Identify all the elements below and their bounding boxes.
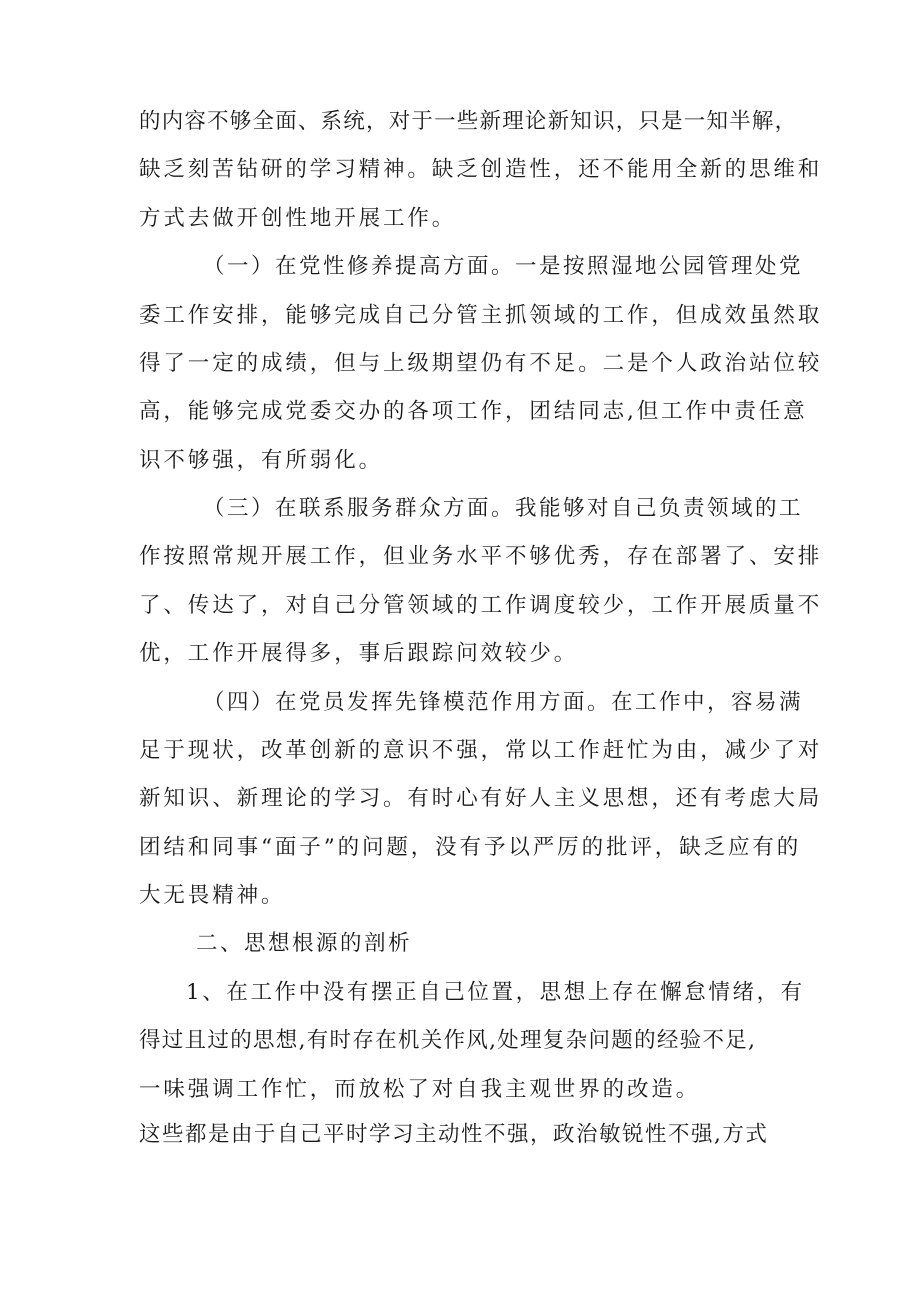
paragraph-line: 识不够强，有所弱化。 bbox=[139, 448, 384, 473]
section-heading: 二、思想根源的剖析 bbox=[196, 931, 413, 956]
paragraph-line: 足于现状，改革创新的意识不强，常以工作赶忙为由，减少了对 bbox=[139, 738, 823, 763]
paragraph-line: 作按照常规开展工作，但业务水平不够优秀，存在部署了、安排 bbox=[139, 544, 823, 569]
paragraph-line: 1、在工作中没有摆正自己位置，思想上存在懈怠情绪，有 bbox=[186, 980, 805, 1005]
paragraph-line: 得了一定的成绩，但与上级期望仍有不足。二是个人政治站位较 bbox=[139, 351, 823, 376]
paragraph-line: 大无畏精神。 bbox=[139, 883, 286, 908]
paragraph-line: 缺乏刻苦钻研的学习精神。缺乏创造性，还不能用全新的思维和 bbox=[139, 157, 823, 182]
paragraph-line: 新知识、新理论的学习。有时心有好人主义思想，还有考虑大局 bbox=[139, 786, 823, 811]
paragraph-line: （三）在联系服务群众方面。我能够对自己负责领域的工 bbox=[203, 496, 804, 521]
paragraph-line: （四）在党员发挥先锋模范作用方面。在工作中，容易满 bbox=[203, 690, 804, 715]
paragraph-line: 了、传达了，对自己分管领域的工作调度较少，工作开展质量不 bbox=[139, 593, 823, 618]
paragraph-line: 一味强调工作忙，而放松了对自我主观世界的改造。 bbox=[139, 1077, 701, 1102]
paragraph-line: 这些都是由于自己平时学习主动性不强，政治敏锐性不强,方式 bbox=[139, 1122, 769, 1147]
paragraph-line: 高，能够完成党委交办的各项工作，团结同志,但工作中责任意 bbox=[139, 399, 808, 424]
paragraph-line: 委工作安排，能够完成自己分管主抓领域的工作，但成效虽然取 bbox=[139, 303, 823, 328]
paragraph-line: 的内容不够全面、系统，对于一些新理论新知识，只是一知半解， bbox=[139, 109, 798, 134]
paragraph-line: 团结和同事“面子”的问题，没有予以严厉的批评，缺乏应有的 bbox=[139, 835, 802, 860]
paragraph-line: （一）在党性修养提高方面。一是按照湿地公园管理处党 bbox=[203, 254, 804, 279]
paragraph-line: 得过且过的思想,有时存在机关作风,处理复杂问题的经验不足, bbox=[139, 1028, 757, 1053]
paragraph-line: 方式去做开创性地开展工作。 bbox=[139, 206, 457, 231]
paragraph-line: 优，工作开展得多，事后跟踪问效较少。 bbox=[139, 641, 579, 666]
